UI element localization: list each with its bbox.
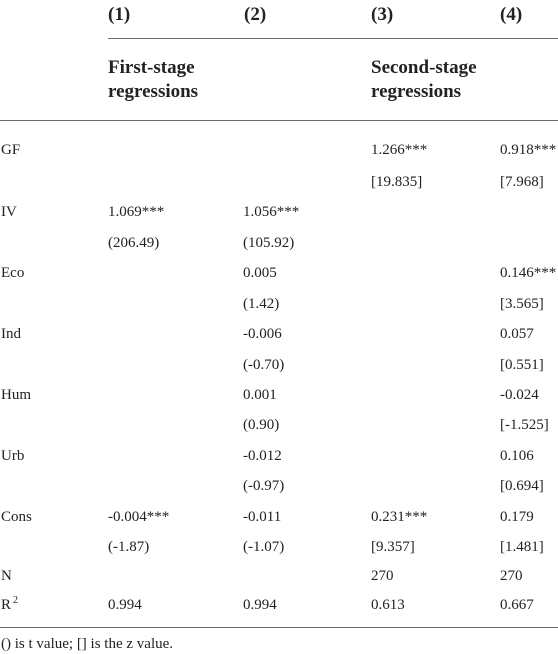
table-bottom-rule — [0, 627, 558, 628]
column-header-2: (2) — [244, 4, 267, 25]
column-header-4: (4) — [500, 4, 523, 25]
table-footnote: () is t value; [] is the z value. — [1, 636, 174, 652]
table-cell: (1.42) — [243, 296, 280, 312]
table-cell: (-0.70) — [243, 357, 285, 373]
table-cell: 0.106 — [500, 448, 534, 464]
table-cell: 0.994 — [108, 597, 142, 613]
table-cell: [0.551] — [500, 357, 544, 373]
table-cell: 1.069*** — [108, 204, 165, 220]
table-cell: 0.613 — [371, 597, 405, 613]
row-label: Urb — [1, 448, 25, 464]
row-label: Cons — [1, 509, 32, 525]
table-cell: 0.918*** — [500, 142, 557, 158]
table-cell: (0.90) — [243, 417, 280, 433]
regression-table: (1) (2) (3) (4) First-stage regressions Second-stage regressions GF 1.266*** 0.918*** [19.835] [7.968] IV 1.069*** 1.056*** (206.49) (105.92) Eco 0.005 0.146*** (1.42) [3.565] Ind -0.006 0.057 (-0.70) [0.551] Hum 0.001 -0.024 (0.90) [-1.525] Urb -0.012 0.106 (-0.97) [0.694] Cons -0.004*** -0.011 0.231*** 0.179 (-1.87) (-1.07) [9.357] [1.481] N 270 270 R 2 0.994 0.994 0.613 0.667 () is t value; [] is the z value. — [1, 4, 557, 652]
row-label: GF — [1, 142, 21, 158]
table-cell: 0.231*** — [371, 509, 428, 525]
table-cell: -0.004*** — [108, 509, 170, 525]
table-cell: (-1.87) — [108, 539, 150, 555]
table-cell: 0.146*** — [500, 265, 557, 281]
table-cell: [3.565] — [500, 296, 544, 312]
table-cell: [-1.525] — [500, 417, 549, 433]
table-cell: 1.056*** — [243, 204, 300, 220]
table-cell: [7.968] — [500, 174, 544, 190]
table-cell: [9.357] — [371, 539, 415, 555]
table-cell: -0.012 — [243, 448, 282, 464]
table-cell: 270 — [371, 568, 394, 584]
table-cell: [1.481] — [500, 539, 544, 555]
table-cell: (105.92) — [243, 235, 295, 251]
row-label: N — [1, 568, 12, 584]
second-stage-label: Second-stage regressions — [371, 57, 477, 102]
column-header-3: (3) — [371, 4, 394, 25]
table-cell: -0.011 — [243, 509, 282, 525]
table-cell: 0.994 — [243, 597, 277, 613]
row-label: Ind — [1, 326, 21, 342]
table-cell: [0.694] — [500, 478, 544, 494]
table-cell: [19.835] — [371, 174, 423, 190]
table-cell: 0.057 — [500, 326, 534, 342]
row-label: R — [1, 597, 12, 613]
table-cell: (-0.97) — [243, 478, 285, 494]
table-cell: 0.667 — [500, 597, 534, 613]
table-cell: 0.005 — [243, 265, 277, 281]
table-cell: (-1.07) — [243, 539, 285, 555]
table-cell: -0.024 — [500, 387, 539, 403]
table-cell: 270 — [500, 568, 523, 584]
column-header-1: (1) — [108, 4, 131, 25]
table-cell: 0.001 — [243, 387, 277, 403]
table-cell: -0.006 — [243, 326, 282, 342]
row-label: Hum — [1, 387, 31, 403]
row-label: IV — [1, 204, 17, 220]
first-stage-label: First-stage regressions — [108, 57, 199, 102]
table-cell: 1.266*** — [371, 142, 428, 158]
table-cell: 0.179 — [500, 509, 534, 525]
header-rule — [108, 38, 558, 39]
table-header-rule — [0, 120, 558, 121]
table-cell: (206.49) — [108, 235, 160, 251]
row-label: Eco — [1, 265, 25, 281]
